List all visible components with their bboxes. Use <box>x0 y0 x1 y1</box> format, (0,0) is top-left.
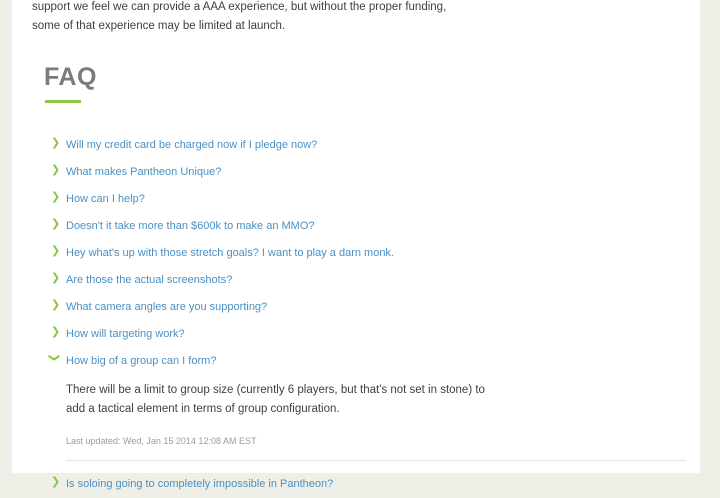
faq-question-link[interactable]: How big of a group can I form? <box>66 355 217 367</box>
faq-item[interactable] <box>44 159 664 186</box>
faq-item[interactable] <box>44 132 664 159</box>
faq-item[interactable] <box>44 471 664 498</box>
faq-item[interactable] <box>44 240 664 267</box>
faq-question-link[interactable]: Is soloing going to completely impossible in Pantheon? <box>66 478 334 490</box>
faq-question-link[interactable]: Hey what's up with those stretch goals? I want to play a darn monk. <box>66 247 394 259</box>
chevron-right-icon: ❯ <box>51 475 61 488</box>
faq-question-link[interactable]: How can I help? <box>66 193 145 205</box>
faq-question-link[interactable]: Will my credit card be charged now if I pledge now? <box>66 139 318 151</box>
chevron-down-icon: ❯ <box>48 353 61 363</box>
faq-item[interactable] <box>44 321 664 348</box>
faq-last-updated: Last updated: Wed, Jan 15 2014 12:08 AM EST <box>66 436 257 446</box>
title-underline-accent <box>45 100 81 103</box>
faq-question-link[interactable]: What camera angles are you supporting? <box>66 301 268 313</box>
faq-answer <box>44 375 506 471</box>
chevron-right-icon: ❯ <box>51 217 61 230</box>
faq-question-link[interactable]: Doesn't it take more than $600k to make an MMO? <box>66 220 315 232</box>
content-column <box>12 0 700 490</box>
page-title: FAQ <box>44 63 97 91</box>
chevron-right-icon: ❯ <box>51 325 61 338</box>
intro-paragraph: support we feel we can provide a AAA experience, but without the proper funding, some of that experience may be limited at launch. <box>32 1 447 32</box>
chevron-right-icon: ❯ <box>51 163 61 176</box>
faq-question-link[interactable]: What makes Pantheon Unique? <box>66 166 222 178</box>
chevron-right-icon: ❯ <box>51 244 61 257</box>
chevron-right-icon: ❯ <box>51 136 61 149</box>
faq-answer-text: There will be a limit to group size (currently 6 players, but that's not set in stone) to add a tactical element in terms of group configuration. <box>66 384 485 415</box>
faq-item[interactable] <box>44 267 664 294</box>
chevron-right-icon: ❯ <box>51 271 61 284</box>
faq-question-link[interactable]: How will targeting work? <box>66 328 185 340</box>
faq-item[interactable] <box>44 186 664 213</box>
chevron-right-icon: ❯ <box>51 190 61 203</box>
faq-item-expanded[interactable] <box>44 348 664 375</box>
faq-item[interactable] <box>44 213 664 240</box>
faq-list <box>44 132 664 498</box>
spacer <box>66 461 506 471</box>
faq-item[interactable] <box>44 294 664 321</box>
chevron-right-icon: ❯ <box>51 298 61 311</box>
faq-question-link[interactable]: Are those the actual screenshots? <box>66 274 233 286</box>
